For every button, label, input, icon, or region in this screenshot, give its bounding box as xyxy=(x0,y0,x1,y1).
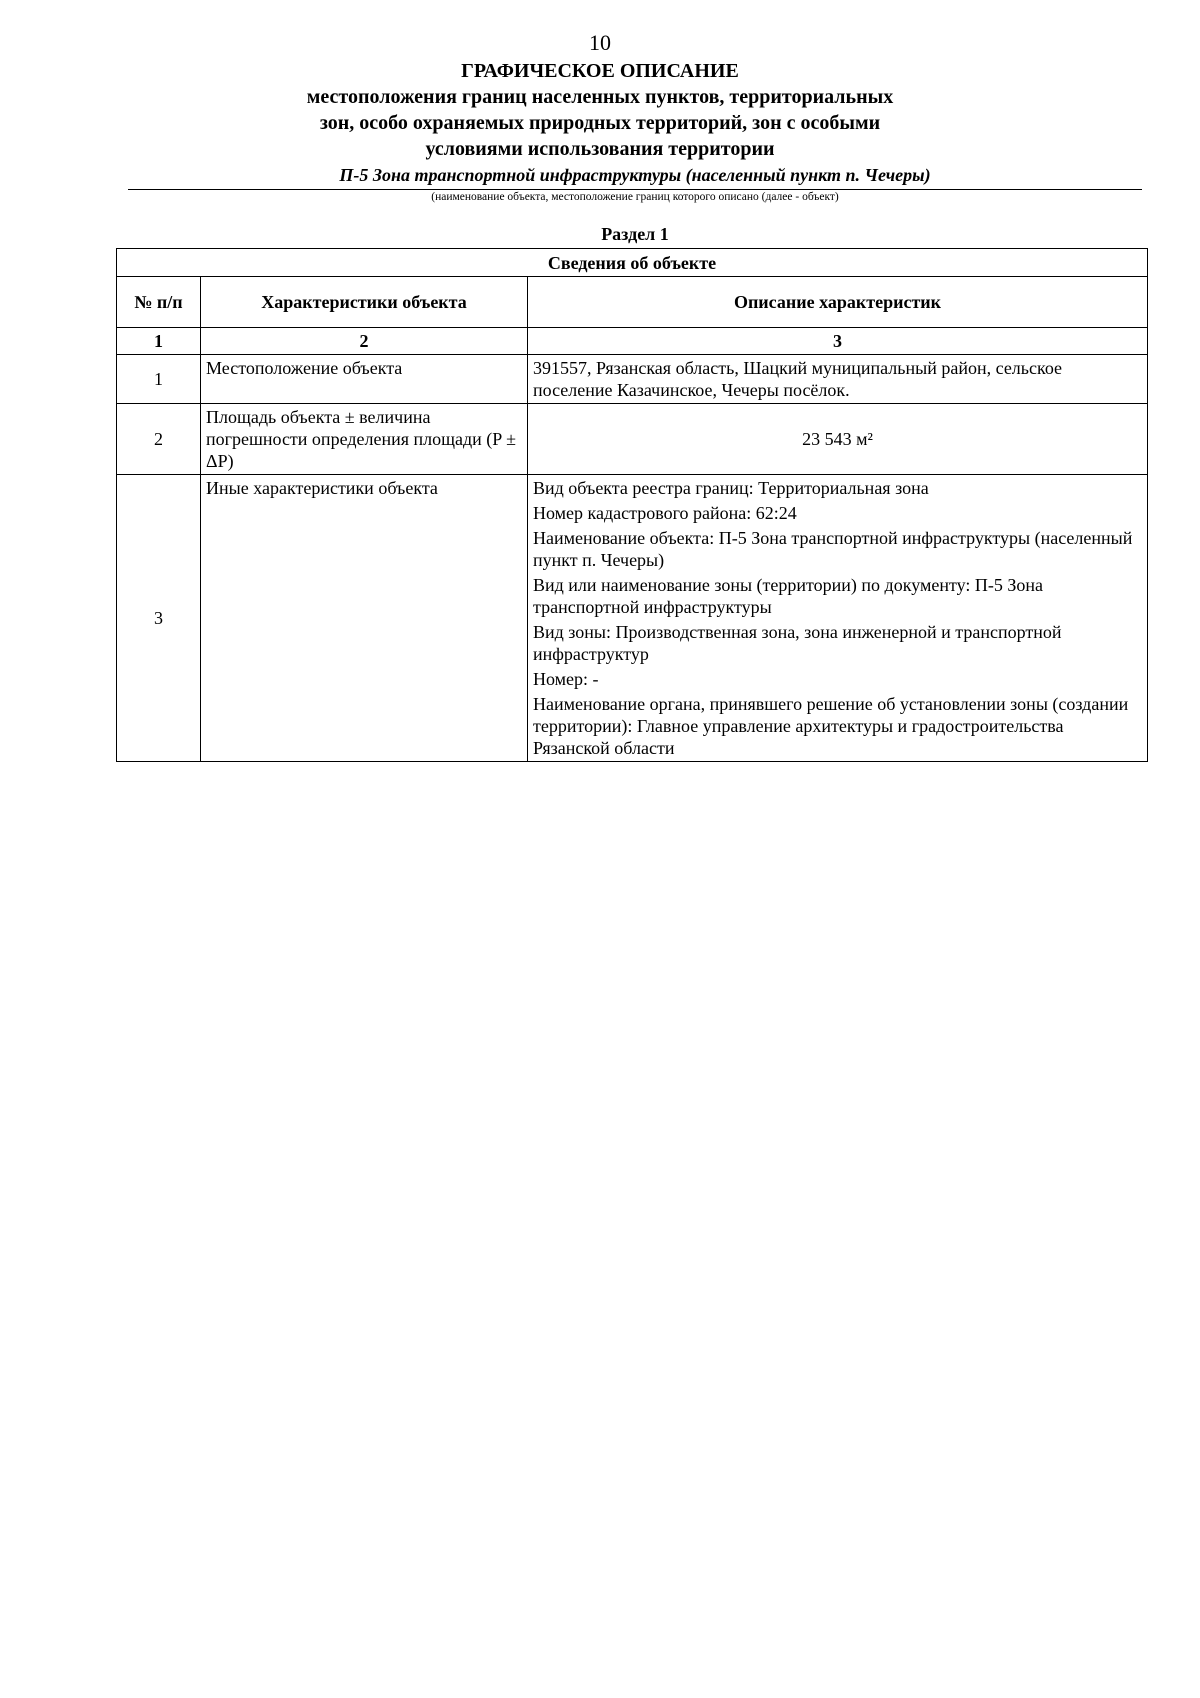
description-line: Номер: - xyxy=(533,669,599,689)
table-row xyxy=(117,404,1148,475)
heading-subtitle-line-1: местоположения границ населенных пунктов, территориальных xyxy=(306,86,894,108)
heading-title: ГРАФИЧЕСКОЕ ОПИСАНИЕ xyxy=(461,60,739,82)
description-line: Номер кадастрового района: 62:24 xyxy=(533,503,797,523)
document-heading xyxy=(0,58,1200,162)
column-number-3: 3 xyxy=(528,328,1148,355)
row-index: 1 xyxy=(117,355,201,404)
row-characteristic: Площадь объекта ± величина погрешности определения площади (P ± ΔP) xyxy=(201,404,528,475)
heading-subtitle-line-2: зон, особо охраняемых природных территорий, зон с особыми xyxy=(319,112,881,134)
object-title-caption: (наименование объекта, местоположение границ которого описано (далее - объект) xyxy=(431,191,839,203)
row-description xyxy=(528,475,1148,762)
header-description: Описание характеристик xyxy=(528,277,1148,328)
description-line: Вид зоны: Производственная зона, зона инженерной и транспортной инфраструктур xyxy=(533,622,1062,664)
description-line: Наименование объекта: П-5 Зона транспортной инфраструктуры (населенный пункт п. Чечеры) xyxy=(533,528,1133,570)
object-info-table xyxy=(116,248,1148,762)
header-characteristics: Характеристики объекта xyxy=(201,277,528,328)
row-index: 2 xyxy=(117,404,201,475)
header-number: № п/п xyxy=(117,277,201,328)
row-description: 391557, Рязанская область, Шацкий муниципальный район, сельское поселение Казачинское, Чечеры посёлок. xyxy=(528,355,1148,404)
column-number-row xyxy=(117,328,1148,355)
table-row xyxy=(117,355,1148,404)
description-line: Вид объекта реестра границ: Территориальная зона xyxy=(533,478,929,498)
description-line: Вид или наименование зоны (территории) по документу: П-5 Зона транспортной инфраструктуры xyxy=(533,575,1044,617)
table-header-row xyxy=(117,277,1148,328)
section-title: Раздел 1 xyxy=(601,224,669,244)
object-title: П-5 Зона транспортной инфраструктуры (населенный пункт п. Чечеры) xyxy=(339,165,931,185)
description-line: Наименование органа, принявшего решение об установлении зоны (создании территории): Главное управление архитектуры и градостроительства Рязанской области xyxy=(533,694,1129,758)
table-caption-row xyxy=(117,249,1148,277)
table-caption: Сведения об объекте xyxy=(117,249,1148,277)
heading-subtitle-line-3: условиями использования территории xyxy=(425,138,775,160)
page-number: 10 xyxy=(589,30,611,55)
column-number-1: 1 xyxy=(117,328,201,355)
row-characteristic: Иные характеристики объекта xyxy=(201,475,528,762)
column-number-2: 2 xyxy=(201,328,528,355)
row-index: 3 xyxy=(117,475,201,762)
object-title-underline xyxy=(128,189,1142,190)
row-characteristic: Местоположение объекта xyxy=(201,355,528,404)
table-row xyxy=(117,475,1148,762)
row-description: 23 543 м² xyxy=(528,404,1148,475)
